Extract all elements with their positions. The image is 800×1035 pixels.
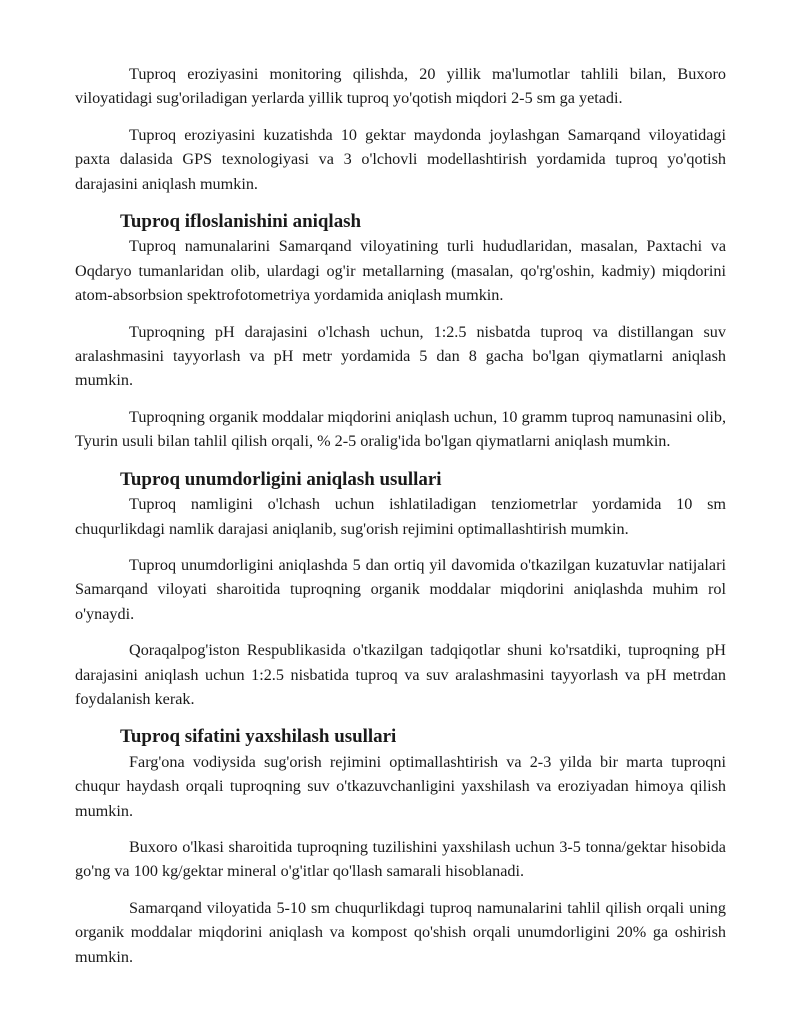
heading-quality-improvement: Tuproq sifatini yaxshilash usullari [120, 726, 397, 748]
document-page [75, 62, 726, 969]
heading-soil-pollution: Tuproq ifloslanishini aniqlash [120, 211, 362, 233]
paragraph-erosion-monitoring: Tuproq eroziyasini monitoring qilishda, 20 yillik ma'lumotlar tahlili bilan, Buxoro viloyatidagi sug'oriladigan yerlarda yillik tuproq yo'qotish miqdori 2-5 sm ga yetadi. [75, 65, 726, 108]
paragraph-samarkand-compost: Samarqand viloyatida 5-10 sm chuqurlikdagi tuproq namunalarini tahlil qilish orqali uning organik moddalar miqdorini aniqlash va kompost qo'shish orqali unumdorligini 20% ga oshirish mumkin. [75, 898, 726, 966]
paragraph-organic-matter: Tuproqning organik moddalar miqdorini aniqlash uchun, 10 gramm tuproq namunasini olib, Tyurin usuli bilan tahlil qilish orqali, % 2-5 oralig'ida bo'lgan qiymatlarni aniqlash mumkin. [75, 407, 726, 451]
paragraph-tensiometers: Tuproq namligini o'lchash uchun ishlatiladigan tenziometrlar yordamida 10 sm chuqurlikdagi namlik darajasi aniqlanib, sug'orish rejimini optimallashtirish mumkin. [75, 495, 726, 538]
paragraph-erosion-gps: Tuproq eroziyasini kuzatishda 10 gektar maydonda joylashgan Samarqand viloyatidagi paxta dalasida GPS texnologiyasi va 3 o'lchovli modellashtirish yordamida tuproq yo'qotish darajasini aniqlash mumkin. [75, 125, 726, 193]
paragraph-ph-measurement: Tuproqning pH darajasini o'lchash uchun, 1:2.5 nisbatda tuproq va distillangan suv aralashmasini tayyorlash va pH metr yordamida 5 dan 8 gacha bo'lgan qiymatlarni aniqlash mumkin. [75, 322, 726, 390]
heading-fertility-methods: Tuproq unumdorligini aniqlash usullari [120, 468, 442, 490]
paragraph-heavy-metals: Tuproq namunalarini Samarqand viloyatining turli hududlaridan, masalan, Paxtachi va Oqdaryo tumanlaridan olib, ulardagi og'ir metallarning (masalan, qo'rg'oshin, kadmiy) miqdorini atom-absorbsion spektrofotometriya yordamida aniqlash mumkin. [75, 237, 726, 305]
paragraph-bukhara-fertilizer: Buxoro o'lkasi sharoitida tuproqning tuzilishini yaxshilash uchun 3-5 tonna/gektar hisobida go'ng va 100 kg/gektar mineral o'g'itlar qo'llash samarali hisoblanadi. [75, 837, 726, 881]
paragraph-karakalpakstan-research: Qoraqalpog'iston Respublikasida o'tkazilgan tadqiqotlar shuni ko'rsatdiki, tuproqning pH darajasini aniqlash uchun 1:2.5 nisbatida tuproq va suv aralashmasini tayyorlash va pH metrdan foydalanish kerak. [75, 641, 726, 708]
paragraph-long-term-observations: Tuproq unumdorligini aniqlashda 5 dan ortiq yil davomida o'tkazilgan kuzatuvlar natijalari Samarqand viloyati sharoitida tuproqning organik moddalar miqdorini aniqlashda muhim rol o'ynaydi. [75, 555, 726, 623]
paragraph-fergana-valley: Farg'ona vodiysida sug'orish rejimini optimallashtirish va 2-3 yilda bir marta tuproqni chuqur haydash orqali tuproqning suv o'tkazuvchanligini yaxshilash va eroziyadan himoya qilish mumkin. [75, 752, 726, 820]
